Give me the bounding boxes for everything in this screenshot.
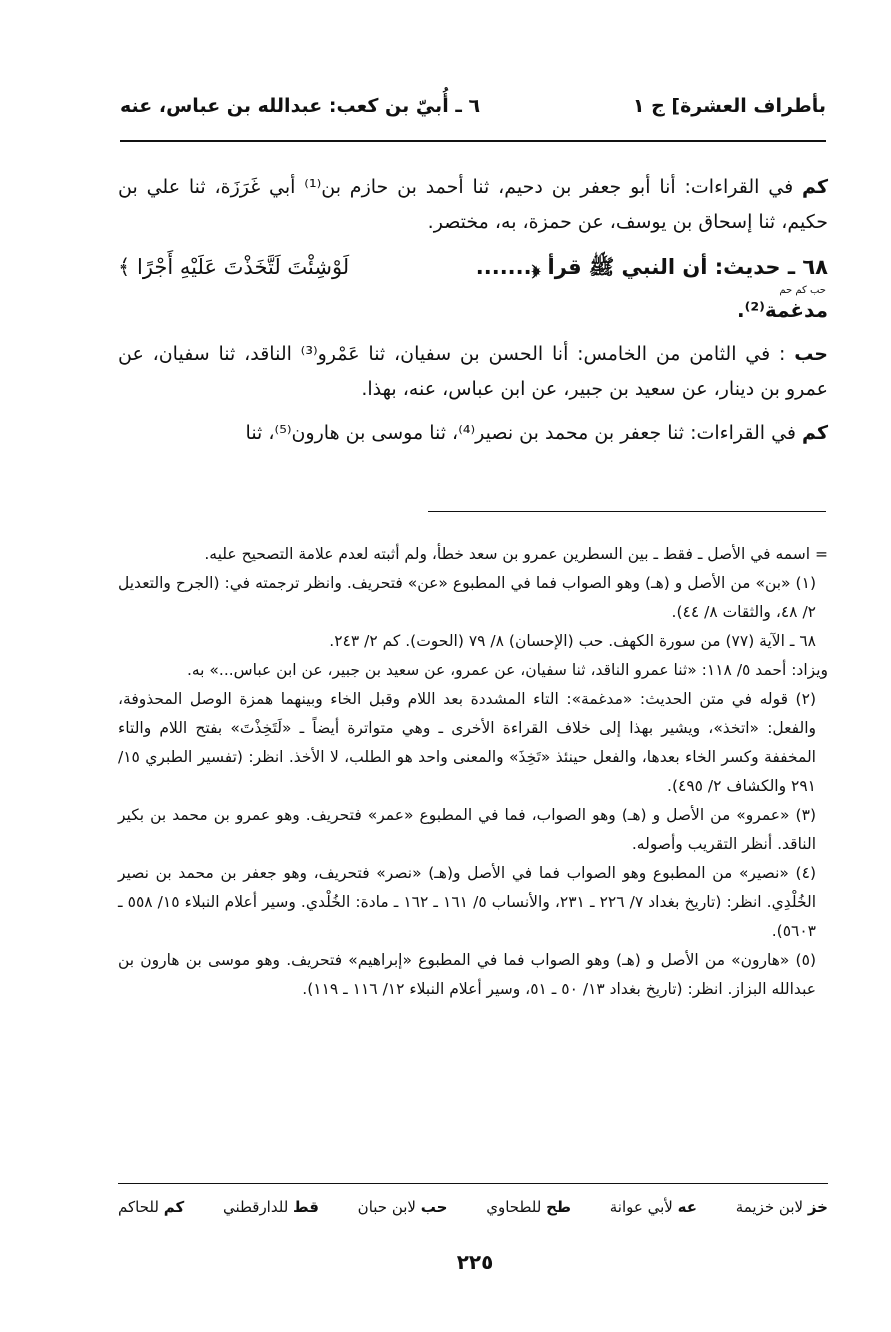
hadith-tail: مدغمة⁽²⁾. bbox=[736, 298, 828, 322]
legend-item: قط للدارقطني bbox=[222, 1198, 319, 1216]
legend-item: حب لابن حبان bbox=[357, 1198, 448, 1216]
footnote-68-addition: ويزاد: أحمد ٥/ ١١٨: «ثنا عمرو الناقد، ثنا سفيان، عن عمرو، عن سعيد بن جبير، عن ابن عباس...» به. bbox=[186, 661, 828, 679]
paragraph-text: في القراءات: ثنا جعفر بن محمد بن نصير⁽⁴⁾، ثنا موسى بن هارون⁽⁵⁾، ثنا bbox=[245, 422, 796, 444]
footnote-68: ٦٨ ـ الآية (٧٧) من سورة الكهف. حب (الإحسان) ٨/ ٧٩ (الحوت). كم ٢/ ٢٤٣. bbox=[329, 632, 816, 650]
legend-item: كم للحاكم bbox=[118, 1198, 185, 1216]
abbreviation-legend bbox=[118, 1198, 828, 1216]
quran-verse: لَوْشِئْتَ لَتَّخَذْتَ عَلَيْهِ أَجْرًا ﴾ bbox=[118, 255, 350, 279]
legend-item: عه لأبي عوانة bbox=[609, 1198, 697, 1216]
footnote-separator bbox=[428, 511, 826, 512]
page-header bbox=[120, 88, 826, 124]
footnote-2: (٢) قوله في متن الحديث: «مدغمة»: التاء المشددة بعد اللام وقبل الخاء وبينهما همزة الوصل المحذوفة، والفعل: «اتخذ»، ويشير بهذا إلى خلاف القراءة الأخرى ـ وهي متواترة أيضاً ـ «لَتَخِذْتَ» بفتح اللام والتاء المخففة وكسر الخاء بعدها، والفعل حينئذ «تَخِذَ» والمعنى واحد هو الطلب، لا الأخذ. انظر: (تفسير الطبري ١٥/ ٢٩١ والكشاف ٢/ ٤٩٥). bbox=[118, 690, 816, 795]
legend-item: خز لابن خزيمة bbox=[735, 1198, 828, 1216]
hadith-68 bbox=[118, 249, 828, 323]
paragraph-hibban bbox=[118, 337, 828, 407]
paragraph-lead-code: كم bbox=[802, 176, 828, 198]
footnote-continuation: = اسمه في الأصل ـ فقط ـ بين السطرين عمرو بن سعد خطأ، ولم أثبته لعدم علامة التصحيح عليه. bbox=[204, 545, 828, 563]
paragraph-lead-code: حب bbox=[794, 343, 828, 365]
main-text bbox=[118, 170, 828, 460]
footnote-5: (٥) «هارون» من الأصل و (هـ) وهو الصواب فما في المطبوع «إبراهيم» فتحريف. وهو موسى بن هارون بن عبدالله البزاز. انظر: (تاريخ بغداد ١٣/ ٥٠ ـ ٥١، وسير أعلام النبلاء ١٢/ ١١٦ ـ ١١٩). bbox=[118, 951, 816, 998]
legend-item: طح للطحاوي bbox=[486, 1198, 572, 1216]
header-rule bbox=[120, 140, 826, 142]
paragraph-text: في القراءات: أنا أبو جعفر بن دحيم، ثنا أحمد بن حازم بن⁽¹⁾ أبي غَرَزَة، ثنا علي بن حكيم، ثنا إسحاق بن يوسف، عن حمزة، به، مختصر. bbox=[118, 176, 828, 233]
paragraph-text: : في الثامن من الخامس: أنا الحسن بن سفيان، ثنا عَمْرو⁽³⁾ الناقد، ثنا سفيان، عن عمرو بن دينار، عن سعيد بن جبير، عن ابن عباس، عنه، بهذا. bbox=[118, 343, 828, 400]
hadith-source-codes: حب كم حم bbox=[779, 285, 826, 296]
header-section-title: ٦ ـ أُبيّ بن كعب: عبدالله بن عباس، عنه bbox=[120, 95, 481, 117]
paragraph-kam-qiraat bbox=[118, 170, 828, 240]
legend-separator bbox=[118, 1183, 828, 1184]
page-number: ٢٢٥ bbox=[456, 1250, 494, 1274]
footnote-1: (١) «بن» من الأصل و (هـ) وهو الصواب فما في المطبوع «عن» فتحريف. وانظر ترجمته في: (الجرح والتعديل ٢/ ٤٨، والثقات ٨/ ٤٤). bbox=[118, 574, 816, 621]
footnotes bbox=[118, 540, 828, 1004]
footnote-3: (٣) «عمرو» من الأصل و (هـ) وهو الصواب، فما في المطبوع «عمر» فتحريف. وهو عمرو بن محمد بن بكير الناقد. أنظر التقريب وأصوله. bbox=[118, 806, 816, 853]
paragraph-lead-code: كم bbox=[802, 422, 828, 444]
header-book-title: بأطراف العشرة] ج ١ bbox=[632, 95, 826, 117]
footnote-4: (٤) «نصير» من المطبوع وهو الصواب فما في الأصل و(هـ) «نصر» فتحريف، وهو جعفر بن محمد بن نصير الخُلْدِي. انظر: (تاريخ بغداد ٧/ ٢٢٦ ـ ٢٣١، والأنساب ٥/ ١٦١ ـ ١٦٢ ـ مادة: الخُلْدي. وسير أعلام النبلاء ١٥/ ٥٥٨ ـ ٥٦٠٣). bbox=[118, 864, 817, 940]
hadith-heading: ٦٨ ـ حديث: أن النبي ﷺ قرأ ﴿....... bbox=[475, 255, 828, 279]
paragraph-kam-qiraat-2 bbox=[118, 416, 828, 451]
